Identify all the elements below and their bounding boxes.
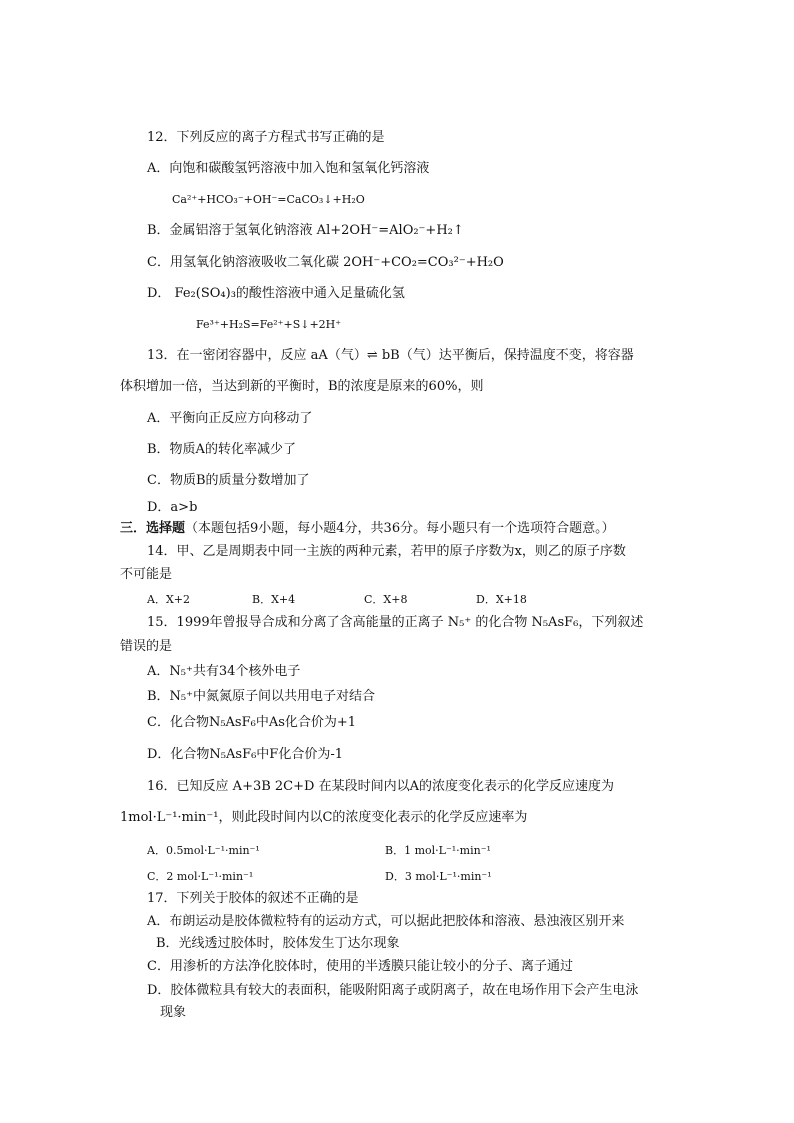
q16-option-d: D．3 mol·L⁻¹·min⁻¹ <box>385 870 492 883</box>
q16-stem-line2: 1mol·L⁻¹·min⁻¹，则此段时间内以C的浓度变化表示的化学反应速率为 <box>120 810 528 825</box>
q17-option-c: C．用渗析的方法净化胶体时，使用的半透膜只能让较小的分子、离子通过 <box>147 959 573 974</box>
q15-option-a: A．N₅⁺共有34个核外电子 <box>147 664 301 679</box>
q15-stem-line2: 错误的是 <box>120 639 173 654</box>
q15-stem-line1: 15．1999年曾报导合成和分离了含高能量的正离子 N₅⁺ 的化合物 N₅AsF₆，下列叙述 <box>147 615 644 630</box>
q13-option-a: A．平衡向正反应方向移动了 <box>147 411 313 426</box>
q16-stem-line1: 16．已知反应 A+3B 2C+D 在某段时间内以A的浓度变化表示的化学反应速度为 <box>147 779 614 794</box>
q15-option-d: D．化合物N₅AsF₆中F化合价为-1 <box>147 747 343 762</box>
q12-option-c: C．用氢氧化钠溶液吸收二氧化碳 2OH⁻+CO₂=CO₃²⁻+H₂O <box>147 255 504 270</box>
q15-option-c: C．化合物N₅AsF₆中As化合价为+1 <box>147 715 357 730</box>
q14-stem-line1: 14．甲、乙是周期表中同一主族的两种元素，若甲的原子序数为x，则乙的原子序数 <box>147 544 626 559</box>
q12-option-b: B．金属铝溶于氢氧化钠溶液 Al+2OH⁻=AlO₂⁻+H₂↑ <box>147 223 464 238</box>
q17-option-d-line2: 现象 <box>160 1005 187 1020</box>
q14-option-a: A．X+2 <box>147 593 190 606</box>
q16-option-a: A．0.5mol·L⁻¹·min⁻¹ <box>147 844 260 857</box>
q17-option-b: B．光线透过胶体时，胶体发生丁达尔现象 <box>156 936 400 951</box>
q13-option-d: D．a>b <box>147 500 198 515</box>
q13-stem-line2: 体积增加一倍，当达到新的平衡时，B的浓度是原来的60%，则 <box>120 379 484 394</box>
q16-option-c: C．2 mol·L⁻¹·min⁻¹ <box>147 870 254 883</box>
q12-option-d: D． Fe₂(SO₄)₃的酸性溶液中通入足量硫化氢 <box>147 286 405 301</box>
q17-option-a: A．布朗运动是胶体微粒特有的运动方式，可以据此把胶体和溶液、悬浊液区别开来 <box>147 914 625 929</box>
section-header <box>120 521 615 537</box>
section-title: 三．选择题 <box>120 521 186 536</box>
q14-option-d: D．X+18 <box>476 593 527 606</box>
q13-option-b: B．物质A的转化率减少了 <box>147 442 296 457</box>
q17-option-d-line1: D．胶体微粒具有较大的表面积，能吸附阳离子或阴离子，故在电场作用下会产生电泳 <box>147 983 639 998</box>
q17-stem: 17．下列关于胶体的叙述不正确的是 <box>147 891 359 906</box>
q15-option-b: B．N₅⁺中氮氮原子间以共用电子对结合 <box>147 689 376 704</box>
q12-option-d-equation: Fe³⁺+H₂S=Fe²⁺+S↓+2H⁺ <box>196 318 342 331</box>
section-note: （本题包括9小题，每小题4分，共36分。每小题只有一个选项符合题意。） <box>185 521 615 536</box>
q12-option-a: A．向饱和碳酸氢钙溶液中加入饱和氢氧化钙溶液 <box>147 161 430 176</box>
q12-option-a-equation: Ca²⁺+HCO₃⁻+OH⁻=CaCO₃↓+H₂O <box>172 193 365 206</box>
q13-stem-line1: 13．在一密闭容器中，反应 aA（气）⇌ bB（气）达平衡后，保持温度不变，将容器 <box>147 348 634 363</box>
q14-option-c: C．X+8 <box>364 593 408 606</box>
q12-stem: 12．下列反应的离子方程式书写正确的是 <box>147 130 385 145</box>
q13-option-c: C．物质B的质量分数增加了 <box>147 473 310 488</box>
q14-stem-line2: 不可能是 <box>120 567 173 582</box>
q14-option-b: B．X+4 <box>252 593 296 606</box>
q16-option-b: B．1 mol·L⁻¹·min⁻¹ <box>385 844 491 857</box>
